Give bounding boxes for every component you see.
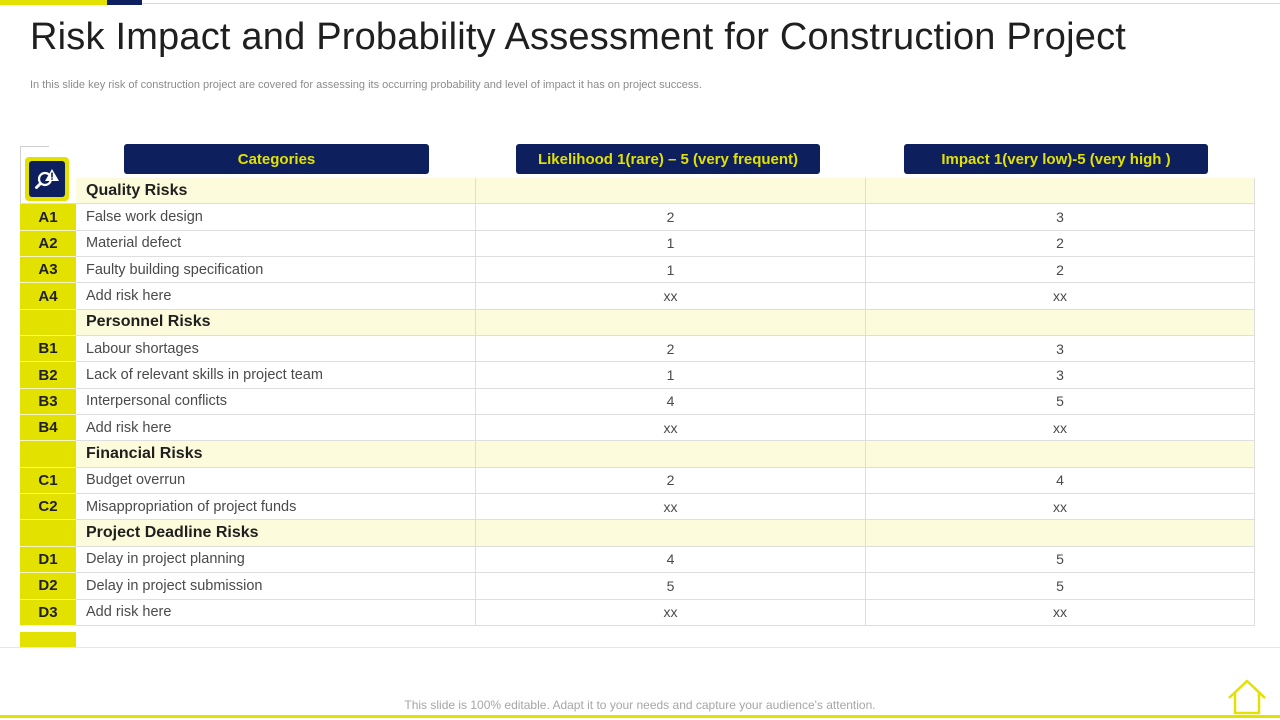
risk-name: Budget overrun	[76, 468, 476, 493]
label-column-tail	[20, 632, 76, 647]
table-row	[20, 283, 1255, 309]
row-id-label: C2	[20, 494, 76, 520]
category-title: Quality Risks	[76, 178, 476, 203]
top-accent-bar-yellow	[0, 0, 107, 5]
row-id-label	[20, 520, 76, 546]
risk-name: Add risk here	[76, 415, 476, 440]
risk-name: Add risk here	[76, 283, 476, 308]
likelihood-value: xx	[476, 600, 866, 625]
row-id-label: B4	[20, 415, 76, 441]
risk-name: False work design	[76, 204, 476, 229]
likelihood-value: 2	[476, 204, 866, 229]
likelihood-value	[476, 310, 866, 335]
table-row	[20, 231, 1255, 257]
impact-value: 5	[866, 547, 1255, 572]
table-row	[20, 547, 1255, 573]
footer-divider	[0, 647, 1280, 648]
impact-value: 2	[866, 231, 1255, 256]
row-id-label: A3	[20, 257, 76, 283]
category-title: Personnel Risks	[76, 310, 476, 335]
likelihood-value: 1	[476, 362, 866, 387]
row-id-label: D3	[20, 600, 76, 626]
table-row	[20, 494, 1255, 520]
likelihood-value: 5	[476, 573, 866, 598]
table-row	[20, 204, 1255, 230]
risk-name: Material defect	[76, 231, 476, 256]
impact-value: 3	[866, 362, 1255, 387]
row-id-label	[20, 310, 76, 336]
row-id-label: D2	[20, 573, 76, 599]
row-id-label: B2	[20, 362, 76, 388]
likelihood-value: 4	[476, 547, 866, 572]
category-row	[20, 310, 1255, 336]
top-accent-bar-navy	[107, 0, 142, 5]
risk-table	[20, 178, 1255, 626]
category-title: Financial Risks	[76, 441, 476, 466]
impact-value: xx	[866, 600, 1255, 625]
category-row	[20, 441, 1255, 467]
header-impact: Impact 1(very low)-5 (very high )	[904, 144, 1208, 174]
risk-name: Delay in project submission	[76, 573, 476, 598]
impact-value: 4	[866, 468, 1255, 493]
row-id-label: A1	[20, 204, 76, 230]
impact-value: xx	[866, 494, 1255, 519]
page-title: Risk Impact and Probability Assessment for Construction Project	[30, 16, 1127, 58]
table-row	[20, 573, 1255, 599]
row-id-label: A2	[20, 231, 76, 257]
table-row	[20, 336, 1255, 362]
row-id-label: D1	[20, 547, 76, 573]
likelihood-value: 2	[476, 468, 866, 493]
impact-value	[866, 441, 1255, 466]
impact-value: 3	[866, 204, 1255, 229]
impact-value: xx	[866, 283, 1255, 308]
header-likelihood: Likelihood 1(rare) – 5 (very frequent)	[516, 144, 820, 174]
likelihood-value	[476, 520, 866, 545]
top-rule	[142, 3, 1280, 4]
footer-note: This slide is 100% editable. Adapt it to your needs and capture your audience's attention.	[404, 698, 876, 712]
row-id-label	[20, 441, 76, 467]
risk-name: Faulty building specification	[76, 257, 476, 282]
home-icon[interactable]	[1226, 678, 1268, 716]
impact-value: 3	[866, 336, 1255, 361]
likelihood-value	[476, 441, 866, 466]
likelihood-value: 1	[476, 231, 866, 256]
table-row	[20, 600, 1255, 626]
bottom-accent-bar	[0, 715, 1280, 718]
table-row	[20, 389, 1255, 415]
header-categories: Categories	[124, 144, 429, 174]
impact-value	[866, 310, 1255, 335]
likelihood-value	[476, 178, 866, 203]
row-id-label: A4	[20, 283, 76, 309]
row-id-label: B3	[20, 389, 76, 415]
likelihood-value: xx	[476, 283, 866, 308]
table-row	[20, 257, 1255, 283]
impact-value	[866, 178, 1255, 203]
category-row	[20, 520, 1255, 546]
page-subtitle: In this slide key risk of construction project are covered for assessing its occurring probability and level of impact it has on project success.	[30, 79, 702, 91]
row-id-label: C1	[20, 468, 76, 494]
category-title: Project Deadline Risks	[76, 520, 476, 545]
category-row	[20, 178, 1255, 204]
likelihood-value: xx	[476, 494, 866, 519]
row-id-label	[20, 178, 76, 204]
risk-name: Labour shortages	[76, 336, 476, 361]
impact-value	[866, 520, 1255, 545]
likelihood-value: 2	[476, 336, 866, 361]
likelihood-value: 4	[476, 389, 866, 414]
likelihood-value: 1	[476, 257, 866, 282]
impact-value: 2	[866, 257, 1255, 282]
risk-name: Delay in project planning	[76, 547, 476, 572]
risk-name: Misappropriation of project funds	[76, 494, 476, 519]
row-id-label: B1	[20, 336, 76, 362]
risk-name: Interpersonal conflicts	[76, 389, 476, 414]
table-row	[20, 362, 1255, 388]
impact-value: xx	[866, 415, 1255, 440]
impact-value: 5	[866, 573, 1255, 598]
likelihood-value: xx	[476, 415, 866, 440]
table-row	[20, 415, 1255, 441]
risk-name: Add risk here	[76, 600, 476, 625]
table-row	[20, 468, 1255, 494]
impact-value: 5	[866, 389, 1255, 414]
risk-name: Lack of relevant skills in project team	[76, 362, 476, 387]
